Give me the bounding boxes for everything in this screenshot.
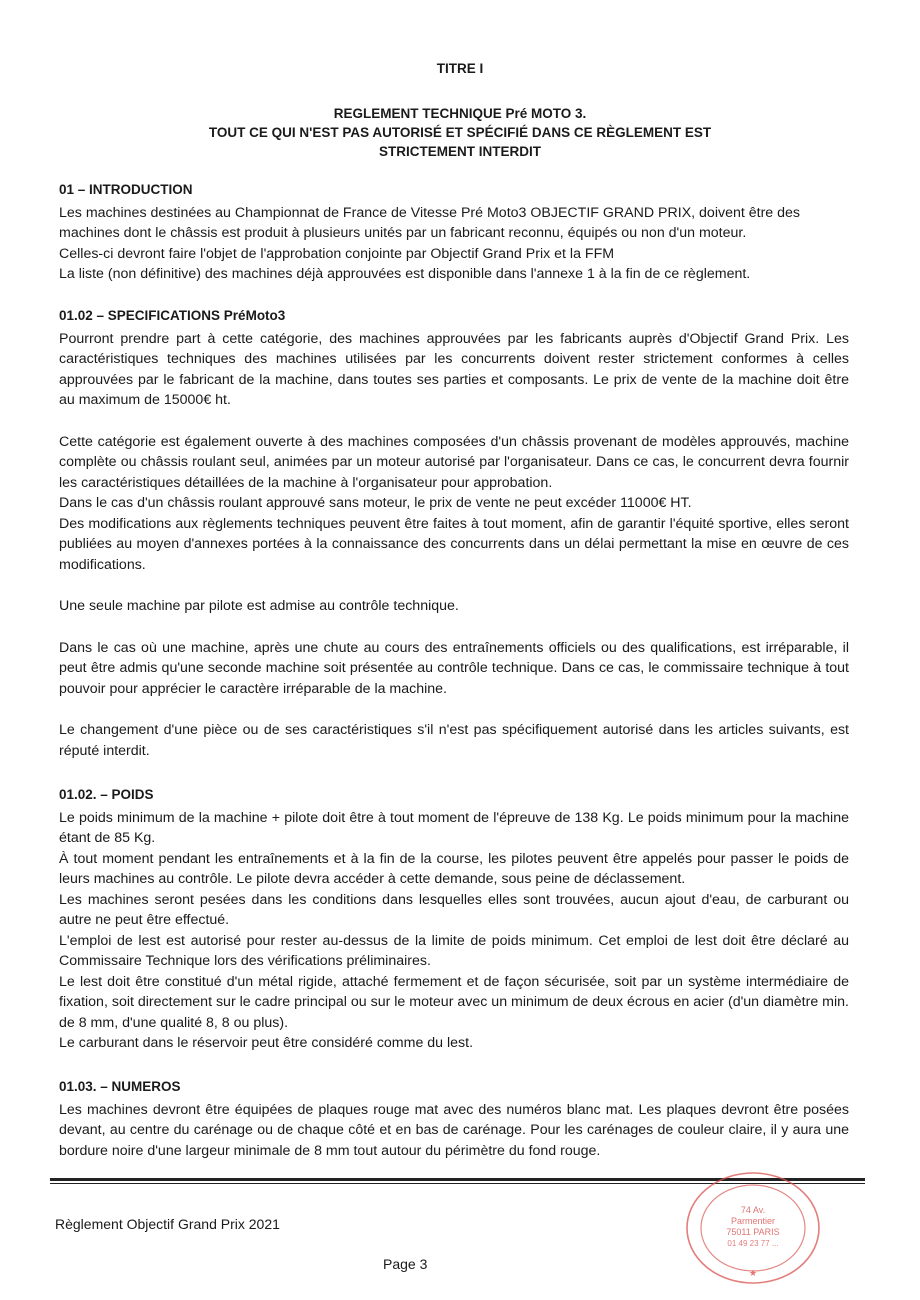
section-title: 01.03. – NUMEROS (59, 1079, 181, 1094)
poids-paragraph-4: L'emploi de lest est autorisé pour rester au-dessus de la limite de poids minimum. Cet emploi de lest doit être déclaré au Commissaire Technique lors des vérifications préliminaires. (59, 932, 849, 969)
numeros-paragraph-1: Les machines devront être équipées de plaques rouge mat avec des numéros blanc mat. Les plaques devront être posées devant, au centre du carénage ou de chaque côté et en bas de carénage. Pour les carénages de couleur claire, il y aura une bordure noire d'une largeur minimale de 8 mm tout autour du périmètre du fond rouge. (59, 1101, 849, 1159)
specs-paragraph-1: Pourront prendre part à cette catégorie, des machines approuvées par les fabricants auprès d'Objectif Grand Prix. Les caractéristiques techniques des machines utilisées par les concurrents doivent rester strictement conformes à celles approuvées par le fabricant de la machine, dans toutes ses parties et composants. Le prix de vente de la machine doit être au maximum de 15000€ ht. (59, 330, 849, 408)
footer-document-name: Règlement Objectif Grand Prix 2021 (55, 1216, 280, 1232)
specs-paragraph-7: Le changement d'une pièce ou de ses caractéristiques s'il n'est pas spécifiquement autorisé dans les articles suivants, est réputé interdit. (59, 722, 849, 759)
official-stamp-icon (678, 1168, 828, 1288)
section-specifications (59, 306, 849, 761)
poids-paragraph-6: Le carburant dans le réservoir peut être considéré comme du lest. (59, 1035, 474, 1051)
intro-line-4: La liste (non définitive) des machines déjà approuvées est disponible dans l'annexe 1 à la fin de ce règlement. (59, 266, 751, 282)
svg-text:★: ★ (748, 1269, 758, 1279)
titre-heading: TITRE I (436, 61, 484, 76)
poids-paragraph-3: Les machines seront pesées dans les conditions dans lesquelles elles sont trouvées, aucun ajout d'eau, de carburant ou autre ne peut être effectué. (59, 891, 849, 928)
poids-paragraph-5: Le lest doit être constitué d'un métal rigide, attaché fermement et de façon sécurisée, soit par un système intermédiaire de fixation, soit directement sur le cadre principal ou sur le moteur avec un minimum de deux écrous en acier (d'un diamètre min. de 8 mm, d'une qualité 8, 8 ou plus). (59, 973, 849, 1031)
poids-paragraph-2: À tout moment pendant les entraînements et à la fin de la course, les pilotes peuvent être appelés pour passer le poids de leurs machines au contrôle. Le pilote devra accéder à cette demande, sous peine de déclassement. (59, 850, 849, 887)
specs-paragraph-4: Des modifications aux règlements techniques peuvent être faites à tout moment, afin de garantir l'équité sportive, elles seront publiées au moyen d'annexes portées à la connaissance des concurrents dans un délai permettant la mise en œuvre de ces modifications. (59, 515, 849, 573)
specs-paragraph-5: Une seule machine par pilote est admise au contrôle technique. (59, 598, 459, 614)
stamp-line-2: Parmentier (730, 1216, 776, 1226)
specs-paragraph-6: Dans le cas où une machine, après une chute au cours des entraînements officiels ou des qualifications, est irréparable, il peut être admis qu'une seconde machine soit présentée au contrôle technique. Dans ce cas, le commissaire technique à tout pouvoir pour apprécier le caractère irréparable de la machine. (59, 639, 849, 697)
intro-line-1: Les machines destinées au Championnat de France de Vitesse Pré Moto3 OBJECTIF GRAND PRIX, doivent être des (59, 204, 800, 221)
section-numeros (59, 1077, 849, 1161)
headline-line-1: REGLEMENT TECHNIQUE Pré MOTO 3. (333, 106, 587, 121)
poids-paragraph-1: Le poids minimum de la machine + pilote doit être à tout moment de l'épreuve de 138 Kg. Le poids minimum pour la machine étant de 85 Kg. (59, 809, 849, 846)
document-headline (0, 104, 920, 161)
headline-line-2: TOUT CE QUI N'EST PAS AUTORISÉ ET SPÉCIFIÉ DANS CE RÈGLEMENT EST (208, 125, 712, 140)
headline-line-3: STRICTEMENT INTERDIT (379, 144, 541, 159)
specs-paragraph-3: Dans le cas d'un châssis roulant approuvé sans moteur, le prix de vente ne peut excéder 11000€ HT. (59, 495, 692, 511)
intro-line-2: machines dont le châssis est produit à plusieurs unités par un fabricant reconnu, équipés ou non d'un moteur. (59, 225, 747, 241)
intro-line-3: Celles-ci devront faire l'objet de l'approbation conjointe par Objectif Grand Prix et la FFM (59, 245, 615, 262)
page-number: Page 3 (383, 1256, 428, 1272)
section-title: 01.02. – POIDS (59, 787, 154, 802)
stamp-line-4: 01 49 23 77 ... (727, 1239, 779, 1248)
section-introduction (59, 180, 849, 285)
stamp-line-3: 75011 PARIS (726, 1227, 780, 1237)
section-title: 01.02 – SPECIFICATIONS PréMoto3 (59, 308, 286, 323)
specs-paragraph-2: Cette catégorie est également ouverte à des machines composées d'un châssis provenant de modèles approuvés, machine complète ou châssis roulant seul, animées par un moteur autorisé par l'organisateur. Dans ce cas, le concurrent devra fournir les caractéristiques détaillées de la machine à l'organisateur pour approbation. (59, 433, 849, 491)
section-title: 01 – INTRODUCTION (59, 182, 193, 197)
section-poids (59, 785, 849, 1054)
stamp-line-1: 74 Av. (740, 1205, 766, 1215)
